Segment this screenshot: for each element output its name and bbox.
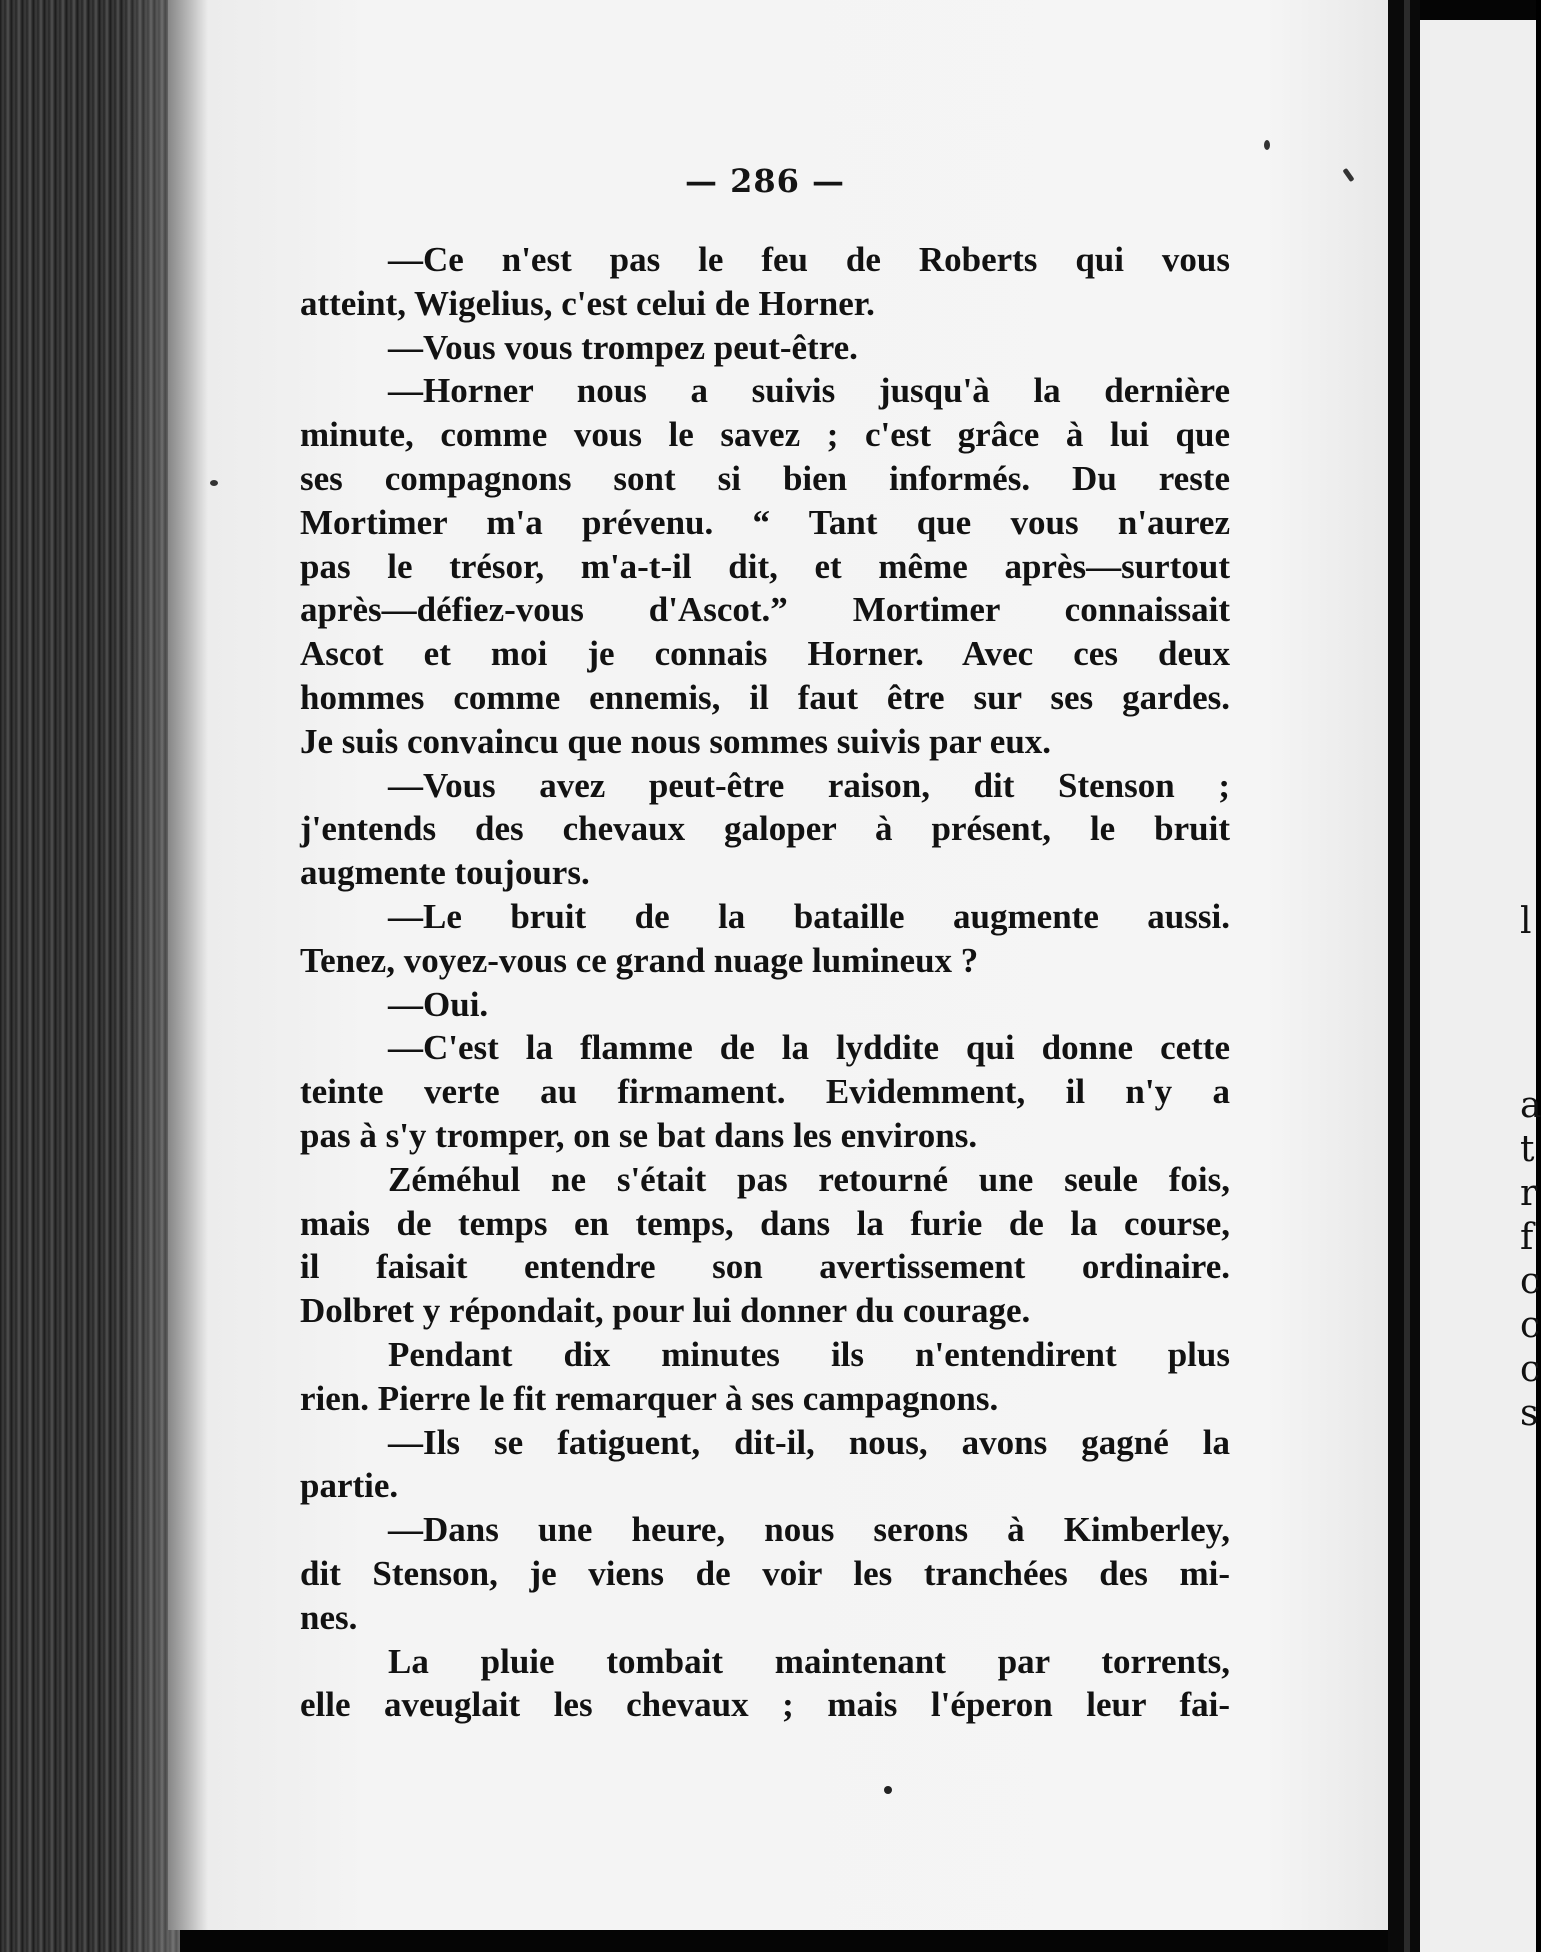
- text-line: teinte verte au firmament. Evidemment, il n'y a: [300, 1072, 1230, 1112]
- facing-page-letters: [1520, 900, 1541, 1436]
- facing-letter: c: [1520, 1349, 1541, 1390]
- text-line: Dolbret y répondait, pour lui donner du courage.: [300, 1291, 1031, 1331]
- text-line: mais de temps en temps, dans la furie de la course,: [300, 1203, 1230, 1243]
- text-line: —Oui.: [388, 984, 489, 1024]
- text-line: après—défiez-vous d'Ascot.” Mortimer connaissait: [300, 590, 1230, 630]
- ink-dot: [884, 1786, 892, 1794]
- text-line: pas à s'y tromper, on se bat dans les environs.: [300, 1115, 978, 1155]
- ink-speck: [210, 480, 218, 486]
- facing-page-fragment: [1420, 20, 1541, 1952]
- text-line: dit Stenson, je viens de voir les tranchées des mi-: [300, 1553, 1230, 1593]
- right-page-edge: [1404, 0, 1410, 1952]
- page-text: [300, 238, 1230, 1727]
- text-line: rien. Pierre le fit remarquer à ses campagnons.: [300, 1378, 999, 1418]
- text-line: elle aveuglait les chevaux ; mais l'éperon leur fai-: [300, 1685, 1230, 1725]
- gutter-shadow: [168, 0, 208, 1930]
- text-line: atteint, Wigelius, c'est celui de Horner.: [300, 283, 875, 323]
- facing-letter: c: [1520, 1305, 1541, 1346]
- text-line: Tenez, voyez-vous ce grand nuage lumineux ?: [300, 940, 979, 980]
- facing-letter: c: [1520, 1261, 1541, 1302]
- facing-letter: f: [1520, 1217, 1534, 1258]
- text-line: pas le trésor, m'a-t-il dit, et même après—surtout: [300, 546, 1230, 586]
- text-line: hommes comme ennemis, il faut être sur ses gardes.: [300, 677, 1230, 717]
- text-line: Zéméhul ne s'était pas retourné une seule fois,: [388, 1159, 1230, 1199]
- facing-letter: t: [1520, 1129, 1535, 1170]
- facing-letter: s: [1520, 1393, 1539, 1434]
- text-line: —Horner nous a suivis jusqu'à la dernière: [388, 371, 1230, 411]
- text-line: Pendant dix minutes ils n'entendirent plus: [388, 1334, 1230, 1374]
- text-line: —Dans une heure, nous serons à Kimberley,: [388, 1510, 1230, 1550]
- text-line: augmente toujours.: [300, 853, 590, 893]
- text-line: La pluie tombait maintenant par torrents,: [388, 1641, 1230, 1681]
- text-line: j'entends des chevaux galoper à présent, le bruit: [300, 809, 1230, 849]
- text-line: Ascot et moi je connais Horner. Avec ces deux: [300, 634, 1230, 674]
- text-line: —Le bruit de la bataille augmente aussi.: [388, 896, 1230, 936]
- text-line: Mortimer m'a prévenu. “ Tant que vous n'aurez: [300, 502, 1230, 542]
- text-line: il faisait entendre son avertissement ordinaire.: [300, 1247, 1230, 1287]
- text-line: ses compagnons sont si bien informés. Du reste: [300, 458, 1230, 498]
- facing-letter: r: [1520, 1173, 1538, 1214]
- text-line: Je suis convaincu que nous sommes suivis par eux.: [300, 721, 1052, 761]
- text-line: minute, comme vous le savez ; c'est grâce à lui que: [300, 415, 1230, 455]
- facing-letter: l: [1520, 901, 1532, 942]
- facing-letter: a: [1520, 1085, 1541, 1126]
- text-line: —Ce n'est pas le feu de Roberts qui vous: [388, 240, 1230, 279]
- text-line: nes.: [300, 1597, 358, 1637]
- text-line: —C'est la flamme de la lyddite qui donne cette: [388, 1028, 1230, 1068]
- text-line: —Vous avez peut-être raison, dit Stenson ;: [388, 765, 1230, 805]
- page-number: — 286 —: [684, 162, 846, 200]
- text-line: partie.: [300, 1466, 399, 1506]
- ink-speck: [1264, 140, 1270, 150]
- text-line: —Vous vous trompez peut-être.: [388, 327, 858, 367]
- text-line: —Ils se fatiguent, dit-il, nous, avons gagné la: [388, 1422, 1230, 1462]
